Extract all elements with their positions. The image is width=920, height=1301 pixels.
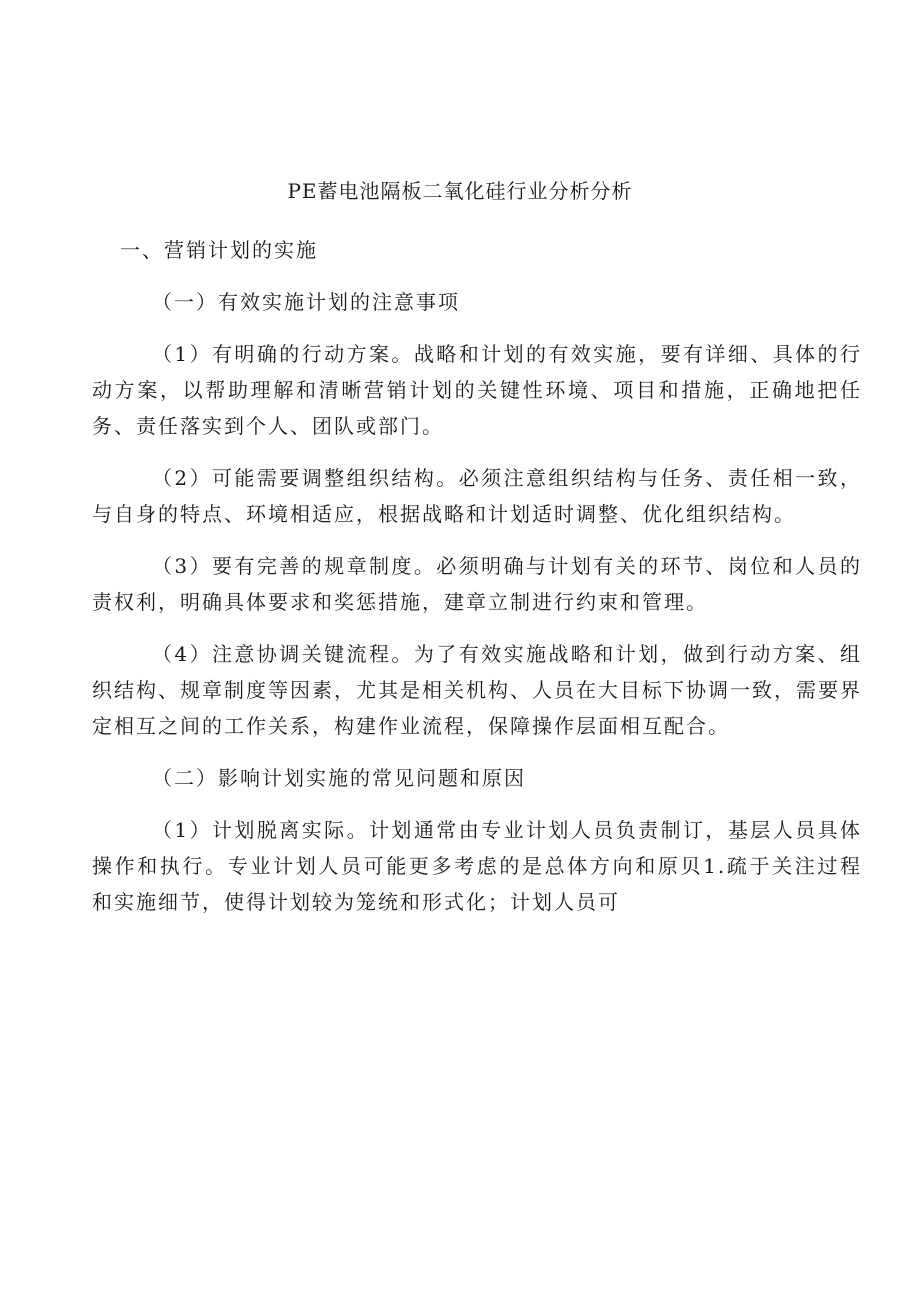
- paragraph-plan-unrealistic: （1）计划脱离实际。计划通常由专业计划人员负责制订，基层人员具体操作和执行。专业计划人员可能更多考虑的是总体方向和原贝1.疏于关注过程和实施细节，使得计划较为笼统和形式化；计划人员可: [92, 818, 862, 914]
- paragraph-rules-system: （3）要有完善的规章制度。必须明确与计划有关的环节、岗位和人员的责权利，明确具体要求和奖惩措施，建章立制进行约束和管理。: [92, 554, 862, 614]
- paragraph-org-structure: （2）可能需要调整组织结构。必须注意组织结构与任务、责任相一致，与自身的特点、环境相适应，根据战略和计划适时调整、优化组织结构。: [92, 466, 862, 526]
- paragraph-key-processes: （4）注意协调关键流程。为了有效实施战略和计划，做到行动方案、组织结构、规章制度等因素，尤其是相关机构、人员在大目标下协调一致，需要界定相互之间的工作关系，构建作业流程，保障操作层面相互配合。: [92, 642, 862, 738]
- paragraph-action-plan: （1）有明确的行动方案。战略和计划的有效实施，要有详细、具体的行动方案，以帮助理解和清晰营销计划的关键性环境、项目和措施，正确地把任务、责任落实到个人、团队或部门。: [92, 342, 862, 438]
- section-heading-marketing-plan-implementation: 一、营销计划的实施: [120, 238, 318, 262]
- document-title: PE蓄电池隔板二氧化硅行业分析分析: [287, 179, 633, 203]
- subsection-heading-common-problems: （二）影响计划实施的常见问题和原因: [152, 766, 526, 790]
- document-body: [92, 232, 862, 936]
- subsection-heading-notes: （一）有效实施计划的注意事项: [152, 290, 460, 314]
